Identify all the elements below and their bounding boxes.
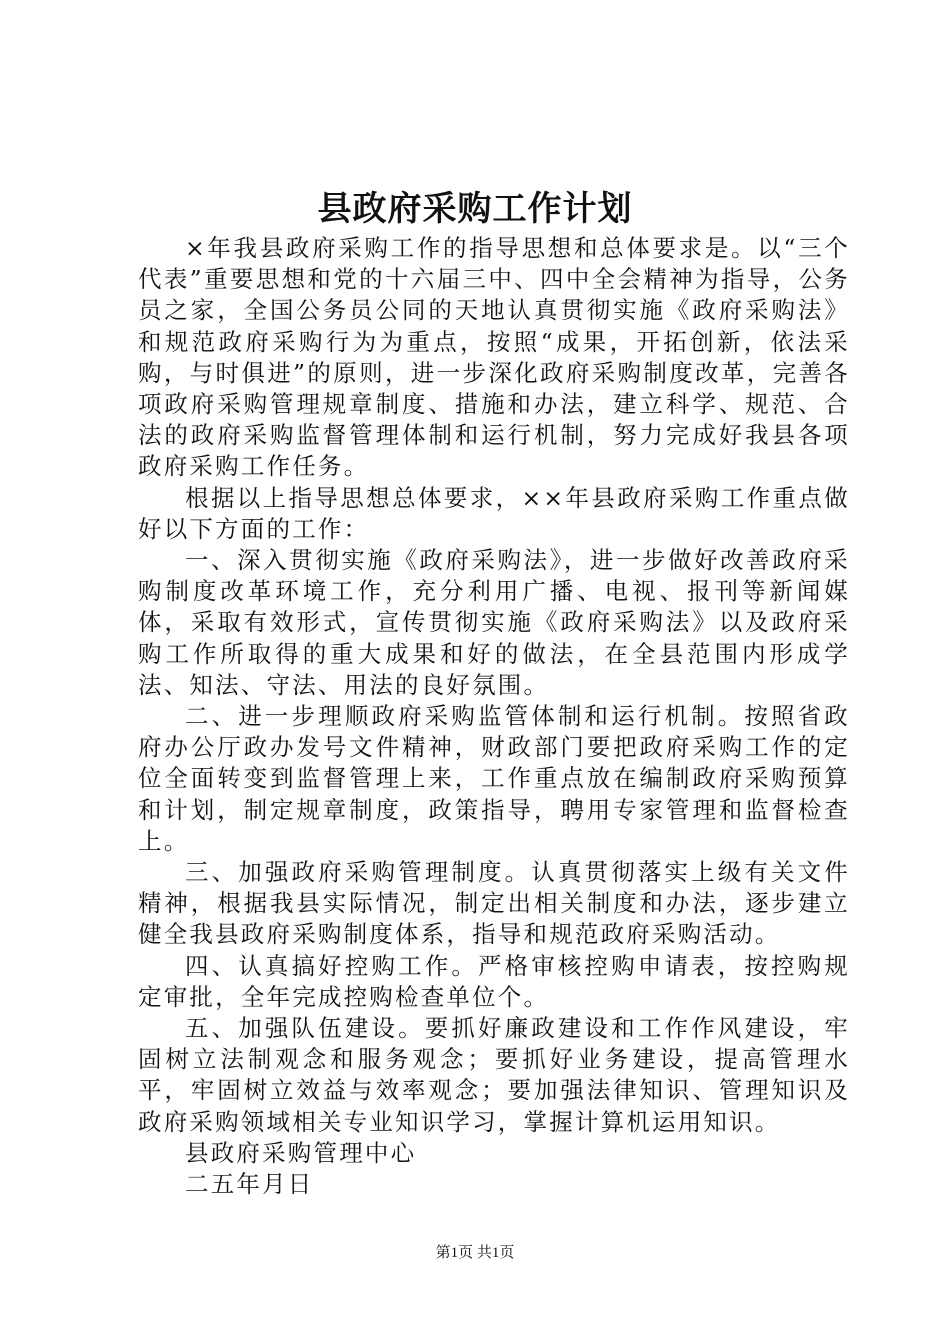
signature-date: 二五年月日: [185, 1170, 314, 1199]
paragraph-item-3: 三、加强政府采购管理制度。认真贯彻落实上级有关文件精神，根据我县实际情况，制定出相关制度和办法，逐步建立健全我县政府采购制度体系，指导和规范政府采购活动。: [138, 858, 850, 949]
document-body: [138, 233, 850, 1200]
signature: 县政府采购管理中心: [185, 1138, 417, 1167]
paragraph-item-5: 五、加强队伍建设。要抓好廉政建设和工作作风建设，牢固树立法制观念和服务观念；要抓好业务建设，提高管理水平，牢固树立效益与效率观念；要加强法律知识、管理知识及政府采购领域相关专业知识学习，掌握计算机运用知识。: [138, 1014, 850, 1136]
paragraph-item-4: 四、认真搞好控购工作。严格审核控购申请表，按控购规定审批，全年完成控购检查单位个。: [138, 951, 850, 1011]
paragraph-intro: ×年我县政府采购工作的指导思想和总体要求是。以“三个代表”重要思想和党的十六届三中、四中全会精神为指导，公务员之家，全国公务员公同的天地认真贯彻实施《政府采购法》和规范政府采购行为为重点，按照“成果，开拓创新，依法采购，与时俱进”的原则，进一步深化政府采购制度改革，完善各项政府采购管理规章制度、措施和办法，建立科学、规范、合法的政府采购监督管理体制和运行机制，努力完成好我县各项政府采购工作任务。: [138, 234, 850, 481]
paragraph-item-2: 二、进一步理顺政府采购监管体制和运行机制。按照省政府办公厅政办发号文件精神，财政部门要把政府采购工作的定位全面转变到监督管理上来，工作重点放在编制政府采购预算和计划，制定规章制度，政策指导，聘用专家管理和监督检查上。: [138, 702, 850, 855]
paragraph-overview: 根据以上指导思想总体要求，××年县政府采购工作重点做好以下方面的工作：: [138, 483, 850, 543]
document-title: 县政府采购工作计划: [317, 189, 633, 229]
page-footer: 第1页 共1页: [435, 1245, 515, 1261]
paragraph-item-1: 一、深入贯彻实施《政府采购法》，进一步做好改善政府采购制度改革环境工作，充分利用广播、电视、报刊等新闻媒体，采取有效形式，宣传贯彻实施《政府采购法》以及政府采购工作所取得的重大成果和好的做法，在全县范围内形成学法、知法、守法、用法的良好氛围。: [138, 546, 850, 699]
